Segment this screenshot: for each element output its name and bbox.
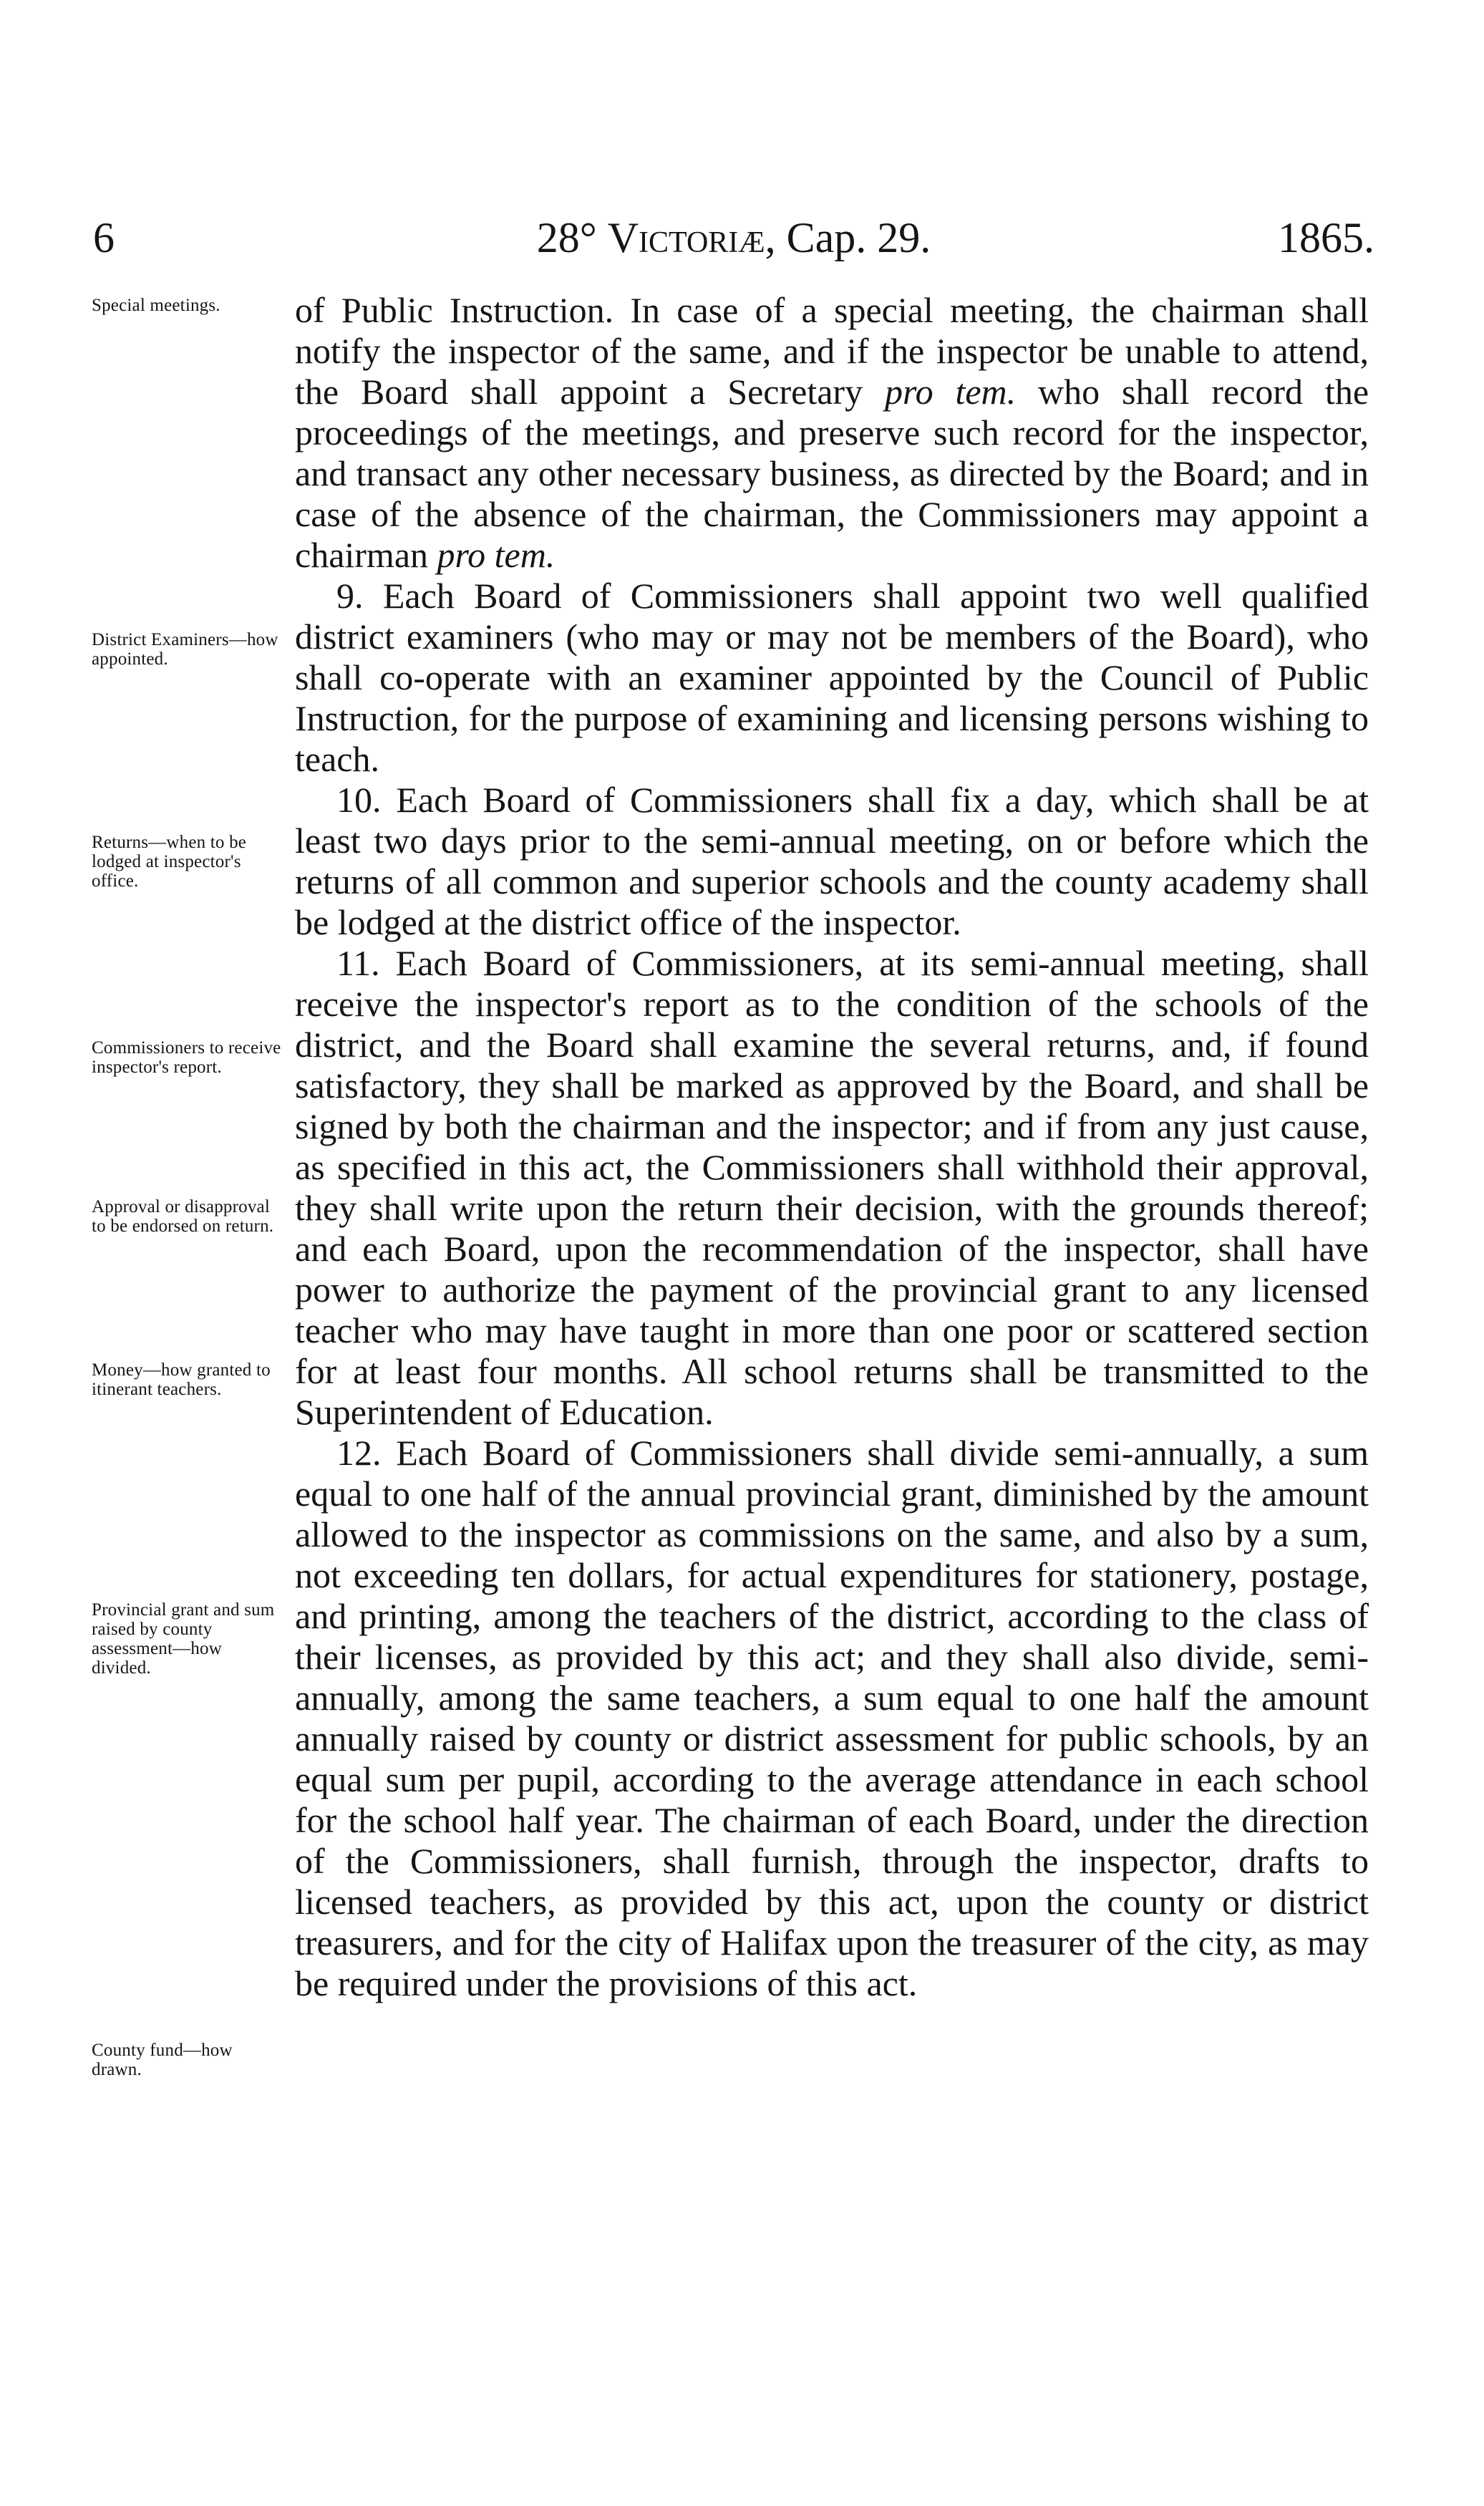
page-header (93, 209, 1374, 266)
running-title (93, 209, 1374, 266)
margin-note-money: Money—how granted to itinerant teachers. (92, 1360, 271, 1399)
pro-tem-italic-2: pro tem. (437, 535, 556, 575)
margin-note-returns: Returns—when to be lodged at inspector's office. (92, 833, 247, 891)
margin-note-commissioners-report: Commissioners to receive inspector's report. (92, 1038, 281, 1077)
margin-note-county-fund: County fund—how drawn. (92, 2041, 233, 2079)
running-title-prefix: 28° (536, 214, 608, 261)
page-number: 6 (93, 214, 115, 261)
pro-tem-italic-1: pro tem. (884, 372, 1017, 412)
margin-note-approval: Approval or disapproval to be endorsed on return. (92, 1197, 274, 1236)
paragraph-continuation-text-a: of Public Instruction. In case of a special meeting, the chairman shall notify the inspector of the same, and if the inspector be unable to attend, the Board shall appoint a Secretary (295, 290, 1369, 412)
margin-note-district-examiners: District Examiners—how appointed. (92, 630, 278, 669)
running-title-victoriae: Victoriæ (607, 214, 765, 261)
paragraph-continuation (295, 290, 1369, 576)
running-title-suffix: , Cap. 29. (765, 214, 931, 261)
section-12: 12. Each Board of Commissioners shall divide semi-annually, a sum equal to one half of the annual provincial grant, diminished by the amount allowed to the inspector as commissions on the same, and also by a sum, not exceeding ten dollars, for actual expenditures for stationery, postage, and printing, among the teachers of the district, according to the class of their licenses, as provided by this act; and they shall also divide, semi-annually, among the same teachers, a sum equal to one half the amount annually raised by county or district assessment for public schools, by an equal sum per pupil, according to the average attendance in each school for the school half year. The chairman of each Board, under the direction of the Commissioners, shall furnish, through the inspector, drafts to licensed teachers, as provided by this act, upon the county or district treasurers, and for the city of Halifax upon the treasurer of the city, as may be required under the provisions of this act. (295, 1433, 1369, 2003)
margin-note-special-meetings: Special meetings. (92, 296, 220, 315)
margin-note-provincial-grant: Provincial grant and sum raised by county assessment—how divided. (92, 1600, 275, 1678)
section-9: 9. Each Board of Commissioners shall appoint two well qualified district examiners (who may or may not be members of the Board), who shall co-operate with an examiner appointed by the Council of Public Instruction, for the purpose of examining and licensing persons wishing to teach. (295, 576, 1369, 779)
section-10: 10. Each Board of Commissioners shall fix a day, which shall be at least two days prior to the semi-annual meeting, on or before which the returns of all common and superior schools and the county academy shall be lodged at the district office of the inspector. (295, 780, 1369, 942)
paragraph-continuation-text-b: who shall record the proceedings of the meetings, and preserve such record for the inspector, and transact any other necessary business, as directed by the Board; and in case of the absence of the chairman, the Commissioners may appoint a chairman (295, 372, 1369, 575)
body-text (295, 290, 1369, 2004)
section-11: 11. Each Board of Commissioners, at its semi-annual meeting, shall receive the inspector's report as to the condition of the schools of the district, and the Board shall examine the several returns, and, if found satisfactory, they shall be marked as approved by the Board, and shall be signed by both the chairman and the inspector; and if from any just cause, as specified in this act, the Commissioners shall withhold their approval, they shall write upon the return their decision, with the grounds thereof; and each Board, upon the recommendation of the inspector, shall have power to authorize the payment of the provincial grant to any licensed teacher who may have taught in more than one poor or scattered section for at least four months. All school returns shall be transmitted to the Superintendent of Education. (295, 943, 1369, 1432)
page-year: 1865. (1278, 214, 1374, 261)
